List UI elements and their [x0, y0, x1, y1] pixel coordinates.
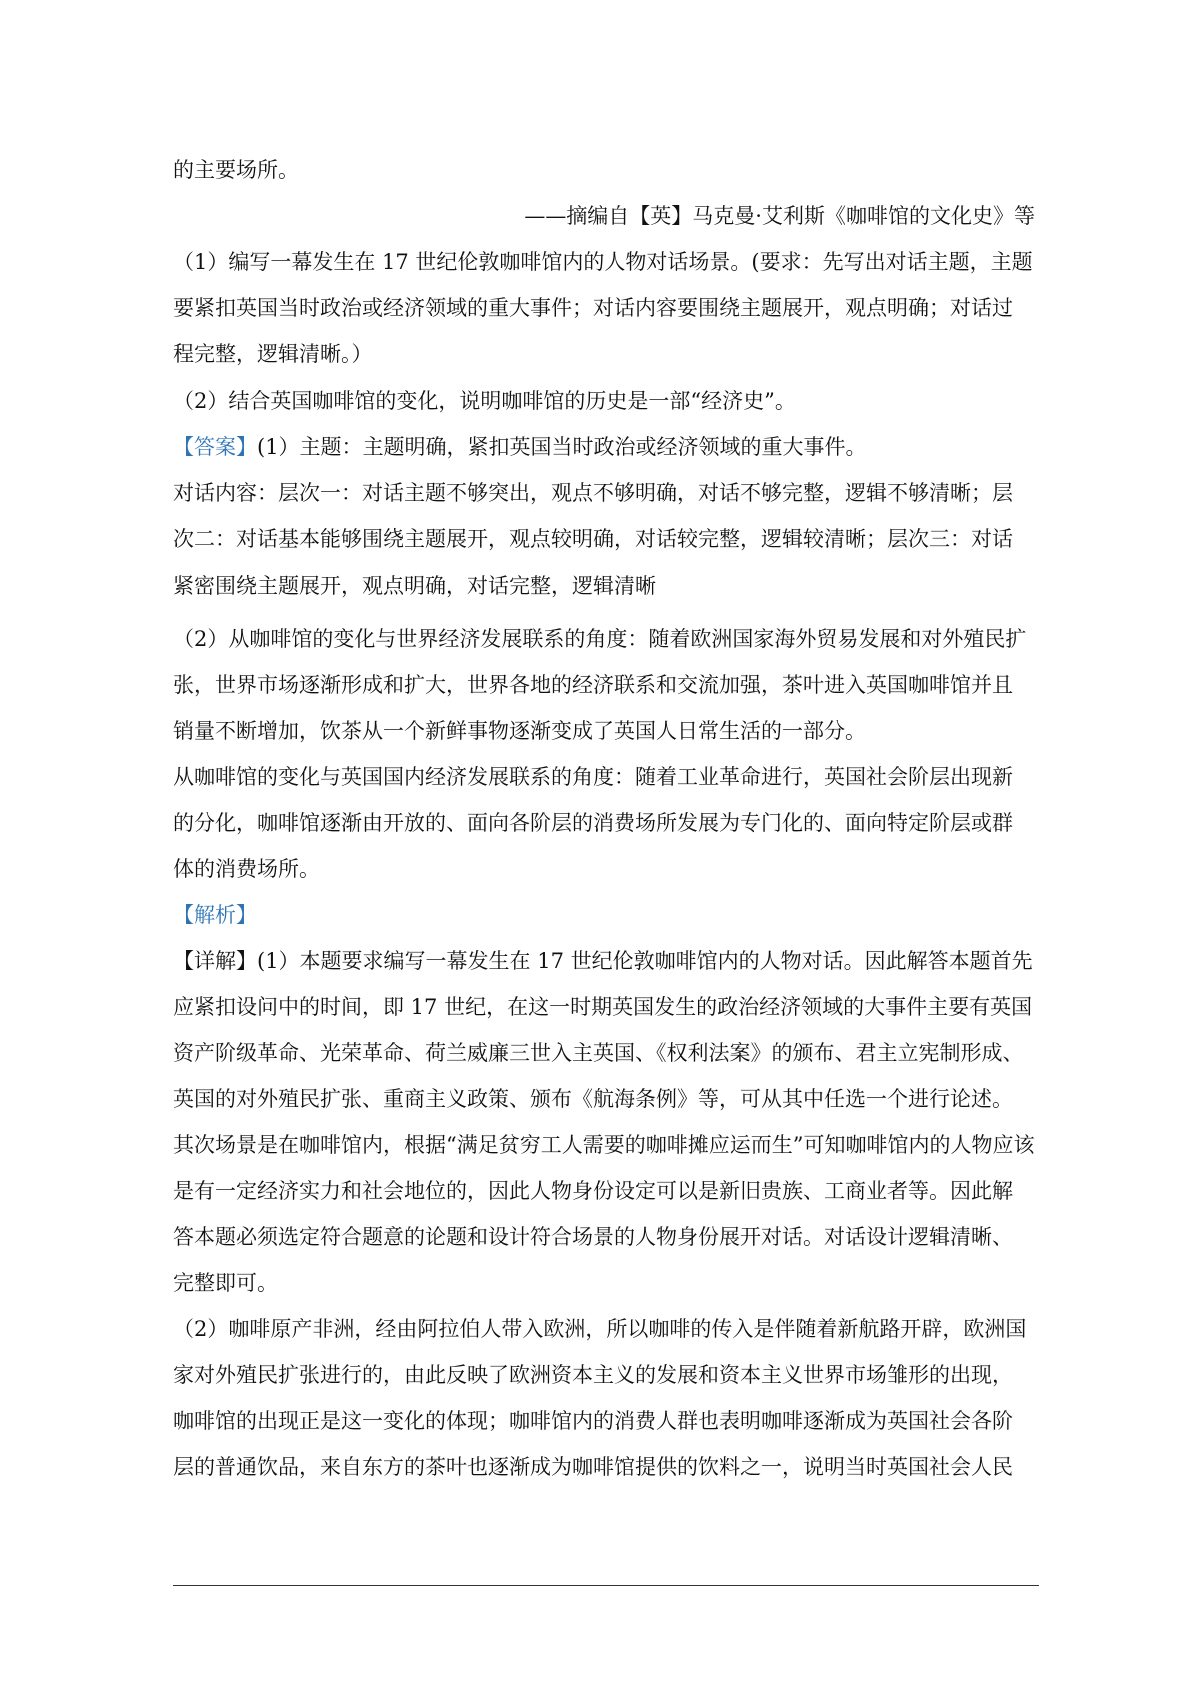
document-page	[173, 0, 1035, 1698]
analysis-line: 是有一定经济实力和社会地位的，因此人物身份设定可以是新旧贵族、工商业者等。因此解	[173, 1179, 1013, 1203]
analysis-line: 答本题必须选定符合题意的论题和设计符合场景的人物身份展开对话。对话设计逻辑清晰、	[173, 1225, 1013, 1249]
answer-tag: 【答案】	[173, 435, 257, 459]
answer-line: 销量不断增加，饮茶从一个新鲜事物逐渐变成了英国人日常生活的一部分。	[173, 719, 866, 743]
answer-line: 次二：对话基本能够围绕主题展开，观点较明确，对话较完整，逻辑较清晰；层次三：对话	[173, 527, 1013, 551]
question-1-line: 要紧扣英国当时政治或经济领域的重大事件；对话内容要围绕主题展开，观点明确；对话过	[173, 296, 1013, 320]
analysis-line: 【详解】(1）本题要求编写一幕发生在 17 世纪伦敦咖啡馆内的人物对话。因此解答本题首先	[173, 949, 1033, 973]
analysis-line: 英国的对外殖民扩张、重商主义政策、颁布《航海条例》等，可从其中任选一个进行论述。	[173, 1087, 1013, 1111]
answer-line: 从咖啡馆的变化与英国国内经济发展联系的角度：随着工业革命进行，英国社会阶层出现新	[173, 765, 1013, 789]
answer-line: 对话内容：层次一：对话主题不够突出，观点不够明确，对话不够完整，逻辑不够清晰；层	[173, 481, 1013, 505]
analysis-line: 家对外殖民扩张进行的，由此反映了欧洲资本主义的发展和资本主义世界市场雏形的出现，	[173, 1363, 1013, 1387]
answer-line: 体的消费场所。	[173, 857, 320, 881]
footer-divider	[173, 1585, 1039, 1586]
analysis-line: 应紧扣设问中的时间，即 17 世纪，在这一时期英国发生的政治经济领域的大事件主要有英国	[173, 995, 1033, 1019]
question-2-line: （2）结合英国咖啡馆的变化，说明咖啡馆的历史是一部“经济史”。	[173, 389, 796, 413]
answer-line: 紧密围绕主题展开，观点明确，对话完整，逻辑清晰	[173, 574, 656, 598]
analysis-line: 完整即可。	[173, 1271, 278, 1295]
answer-line	[173, 431, 1035, 463]
analysis-line: 层的普通饮品，来自东方的茶叶也逐渐成为咖啡馆提供的饮料之一，说明当时英国社会人民	[173, 1455, 1013, 1479]
question-1-line: 程完整，逻辑清晰。）	[173, 342, 373, 366]
question-1-line: （1）编写一幕发生在 17 世纪伦敦咖啡馆内的人物对话场景。(要求：先写出对话主题，主题	[173, 250, 1033, 274]
analysis-tag: 【解析】	[173, 903, 257, 927]
answer-line: （2）从咖啡馆的变化与世界经济发展联系的角度：随着欧洲国家海外贸易发展和对外殖民扩	[173, 627, 1027, 651]
answer-text: (1）主题：主题明确，紧扣英国当时政治或经济领域的重大事件。	[257, 435, 867, 459]
text-line: 的主要场所。	[173, 158, 299, 182]
analysis-line: 咖啡馆的出现正是这一变化的体现；咖啡馆内的消费人群也表明咖啡逐渐成为英国社会各阶	[173, 1409, 1013, 1433]
answer-line: 的分化，咖啡馆逐渐由开放的、面向各阶层的消费场所发展为专门化的、面向特定阶层或群	[173, 811, 1013, 835]
answer-line: 张，世界市场逐渐形成和扩大，世界各地的经济联系和交流加强，茶叶进入英国咖啡馆并且	[173, 673, 1013, 697]
analysis-line: （2）咖啡原产非洲，经由阿拉伯人带入欧洲，所以咖啡的传入是伴随着新航路开辟，欧洲国	[173, 1317, 1027, 1341]
analysis-line: 资产阶级革命、光荣革命、荷兰威廉三世入主英国、《权利法案》的颁布、君主立宪制形成、	[173, 1041, 1024, 1065]
source-citation: ——摘编自【英】马克曼·艾利斯《咖啡馆的文化史》等	[524, 204, 1035, 228]
analysis-line: 其次场景是在咖啡馆内，根据“满足贫穷工人需要的咖啡摊应运而生”可知咖啡馆内的人物应该	[173, 1133, 1035, 1157]
